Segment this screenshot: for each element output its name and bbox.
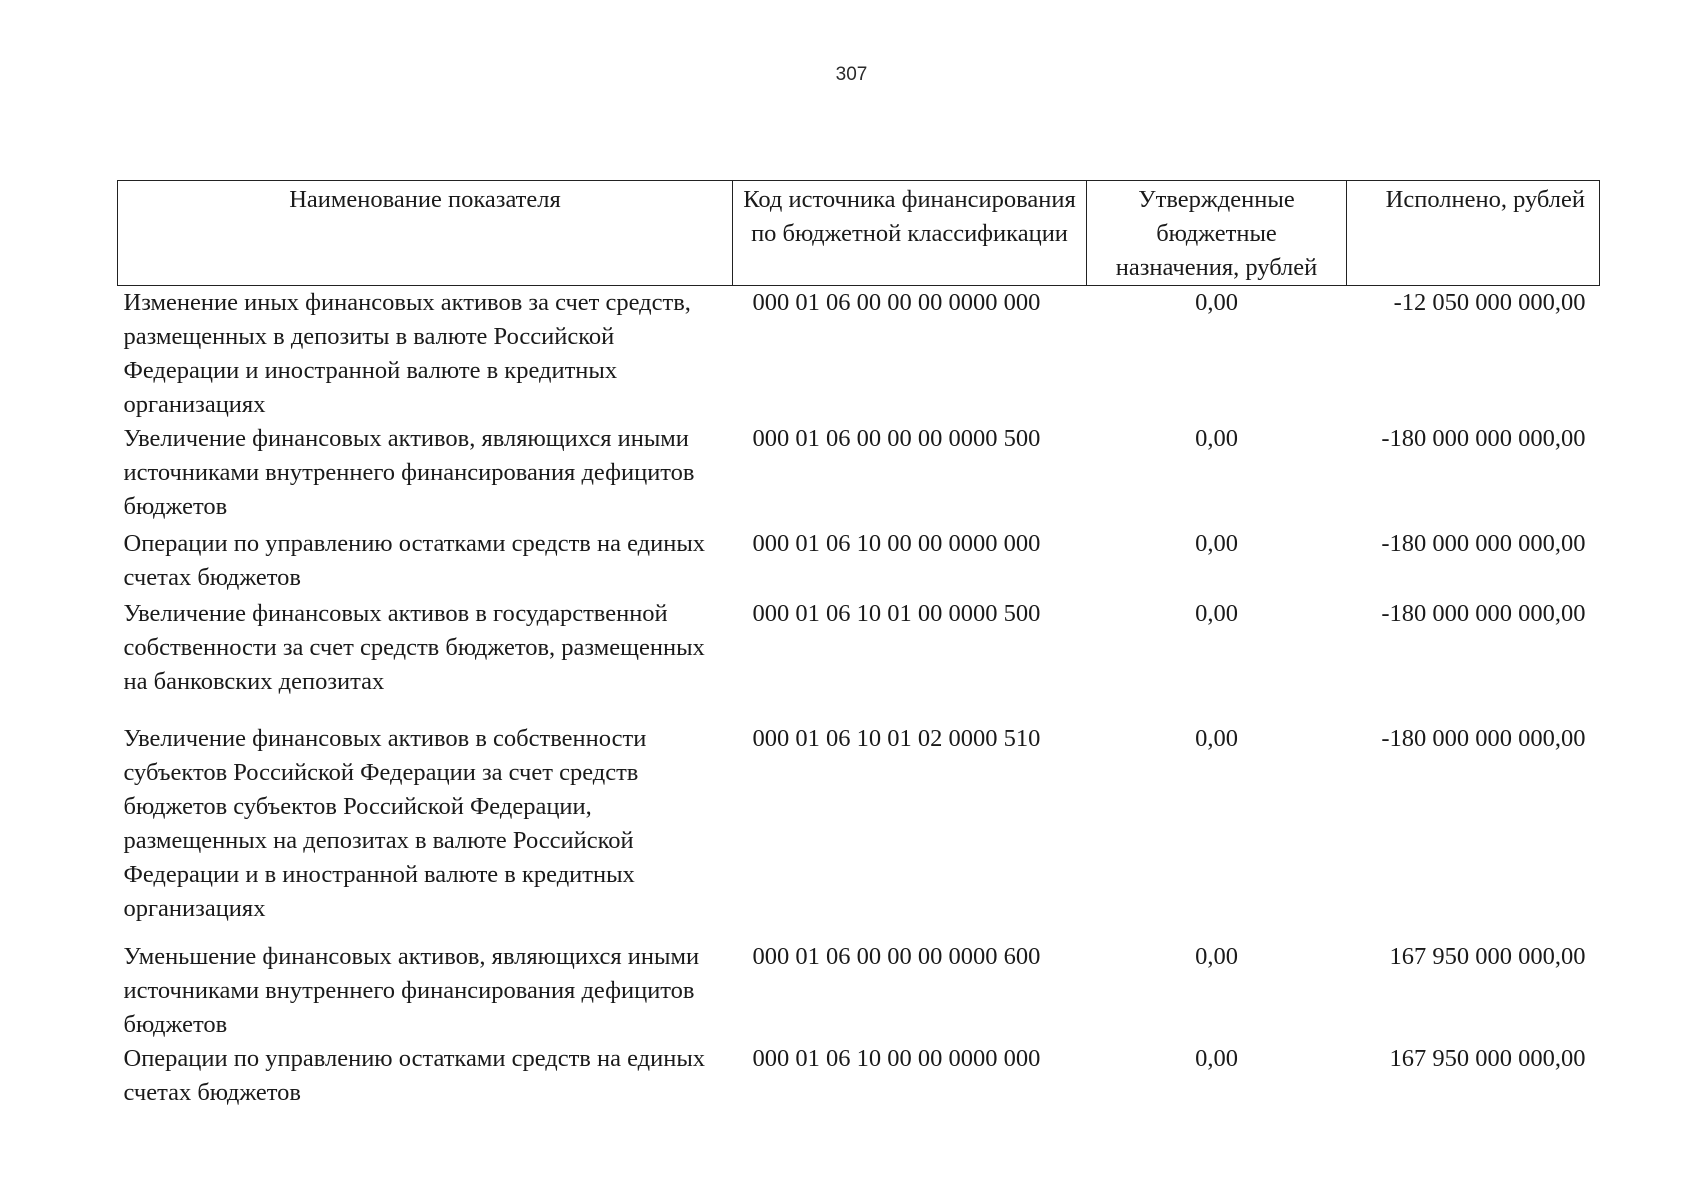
- row-source-code: 000 01 06 00 00 00 0000 000: [752, 289, 1041, 316]
- row-indicator-name: Изменение иных финансовых активов за счет средств, размещенных в депозиты в валюте Российской Федерации и иностранной валюте в кредитных организациях: [123, 289, 691, 418]
- header-source-code: Код источника финансирования по бюджетной классификации: [733, 181, 1087, 286]
- row-indicator-name: Увеличение финансовых активов в собственности субъектов Российской Федерации за счет средств бюджетов субъектов Российской Федерации, размещенных на депозитах в валюте Российской Федерации и в иностранной валюте в кредитных организациях: [123, 725, 647, 922]
- table-row: [118, 527, 1600, 597]
- row-indicator-name: Уменьшение финансовых активов, являющихся иными источниками внутреннего финансирования дефицитов бюджетов: [123, 943, 700, 1038]
- header-row: [118, 181, 1600, 286]
- table-row: [118, 722, 1600, 940]
- table-row: [118, 286, 1600, 423]
- row-approved: 0,00: [1195, 725, 1238, 752]
- row-executed: -180 000 000 000,00: [1381, 530, 1586, 557]
- table-row: [118, 422, 1600, 527]
- header-approved-appropriations: Утвержденные бюджетные назначения, рублей: [1087, 181, 1347, 286]
- row-approved: 0,00: [1195, 1045, 1238, 1072]
- row-approved: 0,00: [1195, 289, 1238, 316]
- row-executed: -12 050 000 000,00: [1393, 289, 1586, 316]
- table-row: [118, 940, 1600, 1042]
- row-indicator-name: Увеличение финансовых активов, являющихся иными источниками внутреннего финансирования дефицитов бюджетов: [123, 425, 695, 520]
- row-approved: 0,00: [1195, 530, 1238, 557]
- page-number: 307: [835, 64, 868, 85]
- row-approved: 0,00: [1195, 943, 1238, 970]
- row-executed: -180 000 000 000,00: [1381, 425, 1586, 452]
- row-indicator-name: Операции по управлению остатками средств на единых счетах бюджетов: [123, 530, 706, 591]
- row-indicator-name: Операции по управлению остатками средств на единых счетах бюджетов: [123, 1045, 706, 1106]
- row-approved: 0,00: [1195, 425, 1238, 452]
- row-executed: -180 000 000 000,00: [1381, 600, 1586, 627]
- budget-sources-table: [117, 180, 1600, 1112]
- row-source-code: 000 01 06 10 01 00 0000 500: [752, 600, 1041, 627]
- header-indicator-name: Наименование показателя: [118, 181, 733, 286]
- row-source-code: 000 01 06 00 00 00 0000 500: [752, 425, 1041, 452]
- row-indicator-name: Увеличение финансовых активов в государственной собственности за счет средств бюджетов, размещенных на банковских депозитах: [123, 600, 705, 695]
- row-source-code: 000 01 06 10 01 02 0000 510: [752, 725, 1041, 752]
- row-source-code: 000 01 06 10 00 00 0000 000: [752, 1045, 1041, 1072]
- table-row: [118, 597, 1600, 722]
- table-header: [118, 181, 1600, 286]
- row-executed: -180 000 000 000,00: [1381, 725, 1586, 752]
- row-source-code: 000 01 06 00 00 00 0000 600: [752, 943, 1041, 970]
- table-row: [118, 1042, 1600, 1112]
- row-executed: 167 950 000 000,00: [1389, 1045, 1586, 1072]
- row-approved: 0,00: [1195, 600, 1238, 627]
- row-executed: 167 950 000 000,00: [1389, 943, 1586, 970]
- table-body: [118, 286, 1600, 1113]
- row-source-code: 000 01 06 10 00 00 0000 000: [752, 530, 1041, 557]
- header-executed: Исполнено, рублей: [1347, 181, 1600, 286]
